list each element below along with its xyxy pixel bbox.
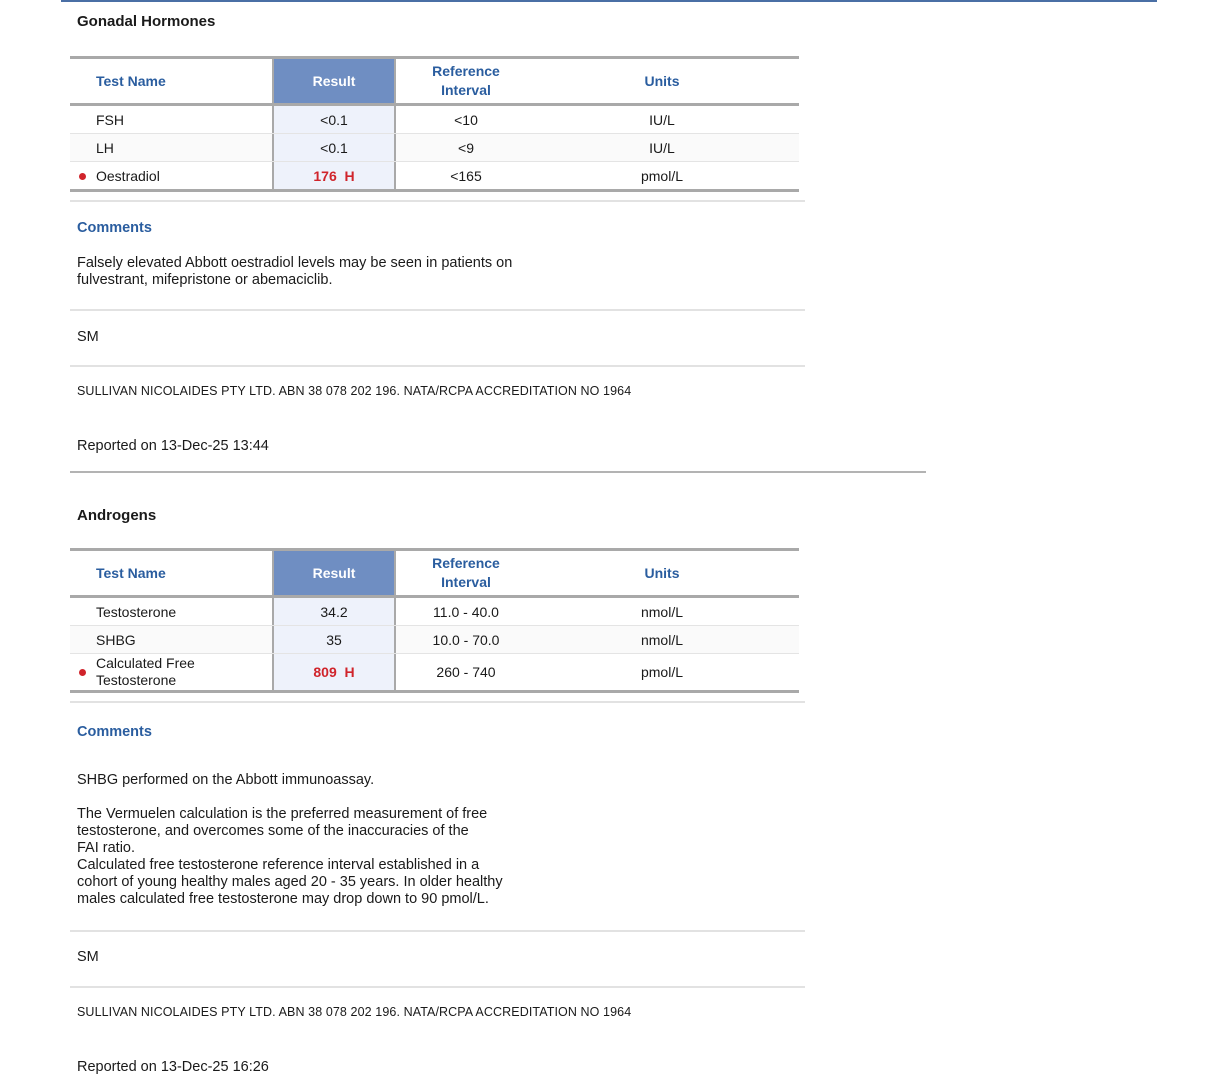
test-name-cell: Testosterone (70, 598, 274, 625)
header-test-name: Test Name (70, 59, 274, 103)
units-cell: nmol/L (640, 603, 684, 620)
units-cell: nmol/L (640, 631, 684, 648)
initials: SM (77, 329, 99, 345)
reference-cell: 11.0 - 40.0 (433, 603, 499, 620)
header-result: Result (274, 551, 396, 595)
units-cell: IU/L (649, 111, 675, 128)
top-rule (61, 0, 1157, 2)
header-result: Result (274, 59, 396, 103)
comments-title: Comments (77, 220, 152, 236)
section-title-gonadal: Gonadal Hormones (77, 13, 216, 30)
header-reference-interval: Reference Interval (432, 63, 500, 98)
comments-text-calculation: The Vermuelen calculation is the preferred measurement of free testosterone, and overcomes some of the inaccuracies of the FAI ratio. Calculated free testosterone reference interval established in a cohort of young healthy males aged 20 - 35 years. In older healthy males calculated free testosterone may drop down to 90 pmol/L. (77, 806, 503, 907)
test-name-cell: LH (70, 134, 274, 161)
androgens-results-table (70, 548, 799, 703)
test-name-cell: FSH (70, 106, 274, 133)
abnormal-flag-icon (79, 669, 86, 676)
test-name-cell: Oestradiol (70, 162, 274, 189)
gonadal-results-table (70, 56, 799, 202)
result-cell-abnormal: 176 H (274, 162, 396, 189)
initials: SM (77, 949, 99, 965)
header-units: Units (644, 564, 680, 581)
table-row (70, 106, 799, 134)
table-row (70, 654, 799, 690)
comments-text: Falsely elevated Abbott oestradiol levels may be seen in patients on fulvestrant, mifepristone or abemaciclib. (77, 255, 513, 288)
reference-cell: <10 (454, 111, 478, 128)
reported-timestamp: Reported on 13-Dec-25 16:26 (77, 1059, 269, 1075)
reported-timestamp: Reported on 13-Dec-25 13:44 (77, 438, 269, 454)
result-cell: 35 (274, 626, 396, 653)
header-units: Units (644, 72, 680, 89)
table-header-row (70, 551, 799, 598)
divider (70, 986, 805, 988)
table-row (70, 598, 799, 626)
units-cell: pmol/L (640, 167, 684, 184)
reference-cell: <9 (458, 139, 474, 156)
divider (70, 930, 805, 932)
reference-cell: 10.0 - 70.0 (432, 631, 500, 648)
comments-text-shbg: SHBG performed on the Abbott immunoassay. (77, 772, 375, 788)
table-row (70, 626, 799, 654)
section-divider (70, 471, 926, 473)
header-reference-interval: Reference Interval (432, 555, 500, 590)
test-name-cell: Calculated Free Testosterone (70, 654, 274, 690)
section-title-androgens: Androgens (77, 507, 157, 524)
abnormal-flag-icon (79, 173, 86, 180)
reference-cell: 260 - 740 (436, 664, 496, 680)
units-cell: pmol/L (640, 664, 684, 680)
test-name-cell: SHBG (70, 626, 274, 653)
result-cell: 34.2 (274, 598, 396, 625)
lab-accreditation: SULLIVAN NICOLAIDES PTY LTD. ABN 38 078 202 196. NATA/RCPA ACCREDITATION NO 1964 (77, 1005, 632, 1019)
table-header-row (70, 59, 799, 106)
divider (70, 365, 805, 367)
header-test-name: Test Name (70, 551, 274, 595)
lab-accreditation: SULLIVAN NICOLAIDES PTY LTD. ABN 38 078 202 196. NATA/RCPA ACCREDITATION NO 1964 (77, 384, 632, 398)
comments-title: Comments (77, 724, 152, 740)
reference-cell: <165 (450, 167, 482, 184)
result-cell: <0.1 (274, 134, 396, 161)
result-cell: <0.1 (274, 106, 396, 133)
units-cell: IU/L (649, 139, 675, 156)
table-row (70, 162, 799, 189)
result-cell-abnormal: 809 H (274, 654, 396, 690)
table-row (70, 134, 799, 162)
divider (70, 309, 805, 311)
